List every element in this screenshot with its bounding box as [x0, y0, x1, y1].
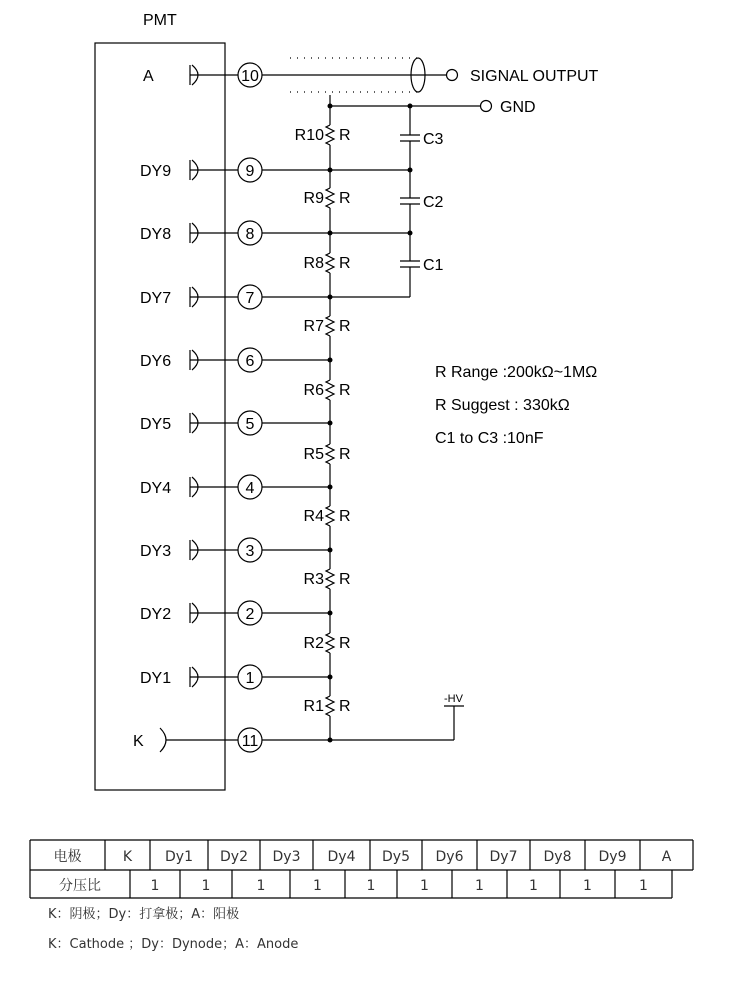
resistor-name-r5: R5 [303, 446, 324, 463]
table-header-cell: K [122, 849, 133, 865]
electrode-label-dy7: DY7 [140, 290, 172, 307]
pin-number-11: 11 [241, 733, 259, 750]
resistor-value: R [339, 382, 351, 399]
table-ratio-cell: 1 [475, 878, 484, 894]
resistor-name-r10: R10 [294, 127, 324, 144]
table-header-cell: Dy1 [165, 849, 193, 865]
electrode-label-dy1: DY1 [140, 670, 172, 687]
table-header-cell: Dy8 [543, 849, 572, 865]
electrode-label-dy4: DY4 [140, 480, 172, 497]
resistor-name-r1: R1 [303, 698, 324, 715]
resistor-value: R [339, 571, 351, 588]
table-header-cell: Dy7 [489, 849, 518, 865]
resistor-zigzag-r10 [326, 125, 334, 145]
pin-number-5: 5 [245, 416, 255, 433]
resistor-value: R [339, 318, 351, 335]
note-line: K：阴极；Dy：打拿极；A：阳极 [48, 907, 240, 922]
resistor-name-r3: R3 [303, 571, 324, 588]
ratio-table [30, 840, 693, 898]
specs [435, 364, 597, 447]
resistor-name-r8: R8 [303, 255, 324, 272]
capacitor-label-c2: C2 [423, 194, 444, 211]
electrode-label-dy3: DY3 [140, 543, 172, 560]
capacitors [400, 106, 444, 297]
table-header-cell: A [661, 849, 672, 865]
pin-number-9: 9 [245, 163, 255, 180]
resistor-value: R [339, 190, 351, 207]
resistor-name-r6: R6 [303, 382, 324, 399]
resistor-value: R [339, 446, 351, 463]
resistor-value: R [339, 508, 351, 525]
table-header-cell: Dy4 [327, 849, 356, 865]
pin-number-8: 8 [245, 226, 255, 243]
table-header-cell: 电极 [53, 849, 82, 865]
gnd-terminal [481, 101, 492, 112]
pins [133, 63, 262, 752]
electrode-label-k: K [133, 733, 144, 750]
table-ratio-cell: 分压比 [59, 878, 101, 894]
signal-output-terminal [447, 70, 458, 81]
resistor-value: R [339, 127, 351, 144]
resistor-name-r7: R7 [303, 318, 324, 335]
pin-number-10: 10 [241, 68, 259, 85]
resistor-zigzag-r4 [326, 506, 334, 526]
table-header-cell: Dy3 [272, 849, 301, 865]
resistor-name-r9: R9 [303, 190, 324, 207]
electrode-label-dy2: DY2 [140, 606, 172, 623]
resistor-name-r2: R2 [303, 635, 324, 652]
pmt-title: PMT [143, 12, 177, 29]
pin-number-4: 4 [245, 480, 255, 497]
resistor-zigzag-r5 [326, 444, 334, 464]
capacitor-label-c3: C3 [423, 131, 444, 148]
table-header-cell: Dy9 [598, 849, 627, 865]
hv-label: -HV [444, 693, 463, 705]
resistor-zigzag-r3 [326, 569, 334, 589]
resistor-zigzag-r7 [326, 316, 334, 336]
outputs [444, 68, 599, 705]
spec-line: R Range :200kΩ~1MΩ [435, 364, 598, 381]
note-line: K：Cathode ；Dy：Dynode；A：Anode [48, 937, 299, 952]
gnd-label: GND [500, 99, 536, 116]
table-ratio-cell: 1 [256, 878, 266, 894]
electrode-label-dy6: DY6 [140, 353, 172, 370]
electrode-label-a: A [143, 68, 154, 85]
table-header-cell: Dy6 [435, 849, 464, 865]
resistor-value: R [339, 255, 351, 272]
capacitor-label-c1: C1 [423, 257, 444, 274]
electrode-label-dy8: DY8 [140, 226, 172, 243]
electrode-label-dy5: DY5 [140, 416, 172, 433]
table-ratio-cell: 1 [639, 878, 648, 894]
notes [48, 906, 298, 952]
pin-number-2: 2 [245, 606, 255, 623]
resistor-value: R [339, 698, 351, 715]
resistor-value: R [339, 635, 351, 652]
table-ratio-cell: 1 [366, 878, 376, 894]
electrode-label-dy9: DY9 [140, 163, 172, 180]
resistor-zigzag-r8 [326, 253, 334, 273]
signal-output-label: SIGNAL OUTPUT [470, 68, 599, 85]
pin-number-3: 3 [245, 543, 255, 560]
resistor-zigzag-r1 [326, 696, 334, 716]
table-ratio-cell: 1 [150, 878, 160, 894]
cathode-symbol [160, 728, 166, 752]
spec-line: R Suggest : 330kΩ [435, 397, 570, 414]
table-ratio-cell: 1 [529, 878, 538, 894]
table-ratio-cell: 1 [583, 878, 592, 894]
resistor-zigzag-r6 [326, 380, 334, 400]
pin-number-7: 7 [245, 290, 255, 307]
table-ratio-cell: 1 [201, 878, 211, 894]
table-header-cell: Dy5 [382, 849, 410, 865]
resistor-zigzag-r9 [326, 188, 334, 208]
resistor-zigzag-r2 [326, 633, 334, 653]
spec-line: C1 to C3 :10nF [435, 430, 544, 447]
table-ratio-cell: 1 [313, 878, 322, 894]
resistor-name-r4: R4 [303, 508, 324, 525]
table-header-cell: Dy2 [220, 849, 248, 865]
pin-number-1: 1 [245, 670, 255, 687]
table-ratio-cell: 1 [420, 878, 429, 894]
pin-number-6: 6 [245, 353, 255, 370]
